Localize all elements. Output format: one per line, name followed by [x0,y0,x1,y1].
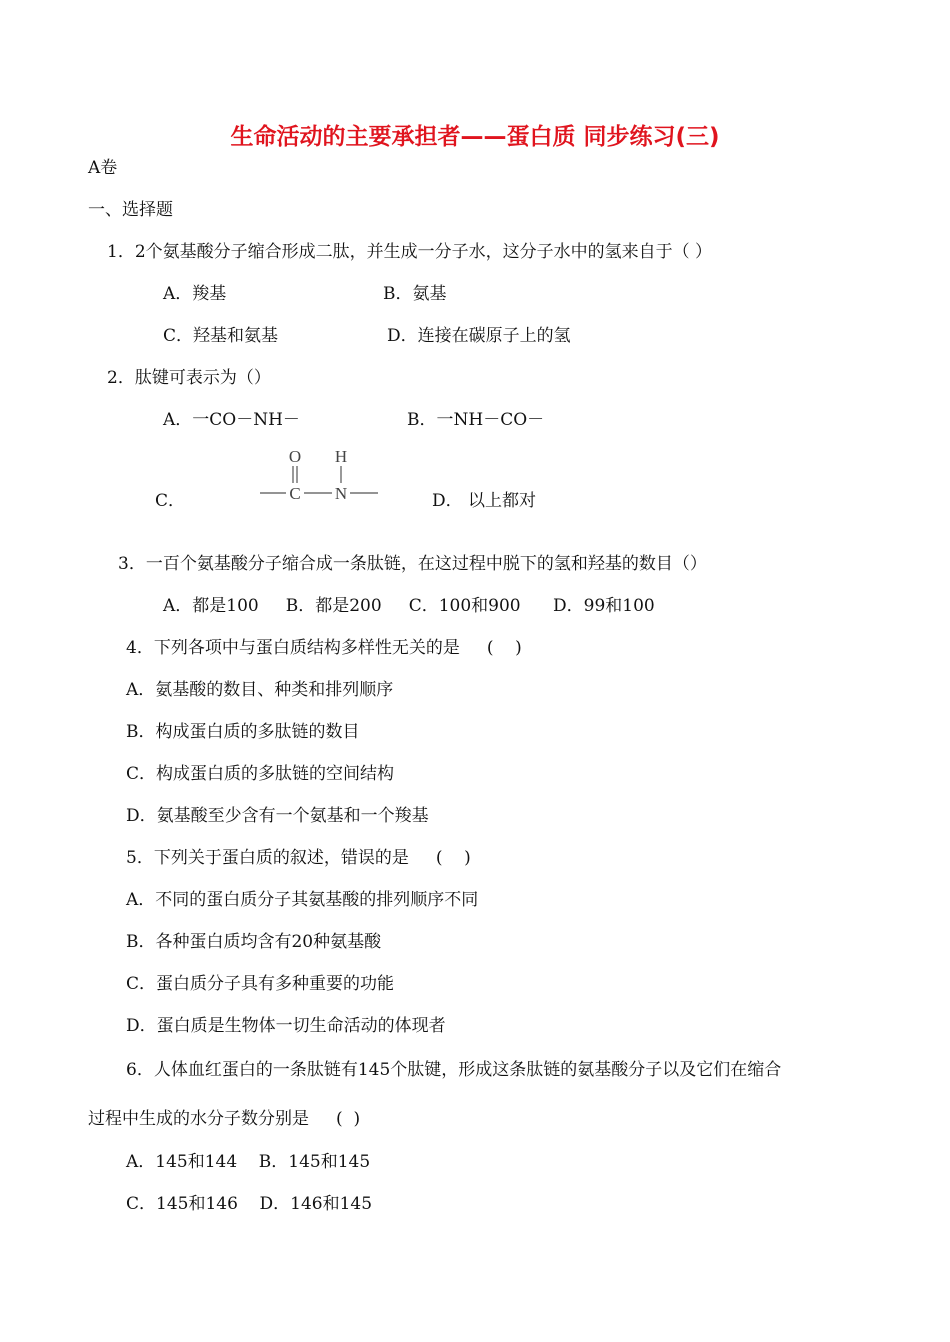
question-1-option-d: D．连接在碳原子上的氢 [387,326,571,346]
question-1-stem: 1．2个氨基酸分子缩合形成二肽，并生成一分子水，这分子水中的氢来自于（ ） [107,242,713,262]
question-2-option-d: D． 以上都对 [432,491,537,511]
question-4-option-a: A．氨基酸的数目、种类和排列顺序 [126,680,394,700]
document-title: 生命活动的主要承担者——蛋白质 同步练习(三) [230,124,720,150]
question-2-option-b: B．一NH－CO－ [407,410,545,430]
question-5-option-a: A．不同的蛋白质分子其氨基酸的排列顺序不同 [126,890,479,910]
question-1-option-c: C．羟基和氨基 [163,326,279,346]
question-5-stem: 5．下列关于蛋白质的叙述，错误的是 ( ) [126,848,471,868]
question-1-option-b: B．氨基 [383,284,447,304]
question-6-stem-line-1: 6．人体血红蛋白的一条肽链有145个肽键，形成这条肽链的氨基酸分子以及它们在缩合 [126,1060,782,1080]
question-5-option-c: C．蛋白质分子具有多种重要的功能 [126,974,395,994]
structure-hydrogen: H [334,447,348,466]
section-label: A卷 [88,158,118,178]
question-6-stem-line-2: 过程中生成的水分子数分别是 ( ) [88,1109,361,1129]
structure-nitrogen: N [334,484,348,503]
question-2-option-c: C． [155,491,186,511]
question-6-options-row-1: A．145和144 B．145和145 [126,1152,371,1172]
part-heading: 一、选择题 [88,200,173,220]
question-4-option-b: B．构成蛋白质的多肽链的数目 [126,722,360,742]
question-2-stem: 2．肽键可表示为（） [107,368,271,388]
question-3-options: A．都是100 B．都是200 C．100和900 D．99和100 [163,596,655,616]
question-3-stem: 3．一百个氨基酸分子缩合成一条肽链，在这过程中脱下的氢和羟基的数目（） [118,554,707,574]
question-4-option-d: D．氨基酸至少含有一个氨基和一个羧基 [126,806,429,826]
peptide-bond-structure [258,446,382,506]
structure-oxygen: O [288,447,302,466]
question-4-option-c: C．构成蛋白质的多肽链的空间结构 [126,764,395,784]
structure-carbon: C [289,484,301,503]
question-5-option-b: B．各种蛋白质均含有20种氨基酸 [126,932,382,952]
question-2-option-a: A．一CO－NH－ [163,410,300,430]
question-1-option-a: A．羧基 [163,284,227,304]
question-4-stem: 4．下列各项中与蛋白质结构多样性无关的是 ( ) [126,638,522,658]
question-5-option-d: D．蛋白质是生物体一切生命活动的体现者 [126,1016,446,1036]
question-6-options-row-2: C．145和146 D．146和145 [126,1194,373,1214]
